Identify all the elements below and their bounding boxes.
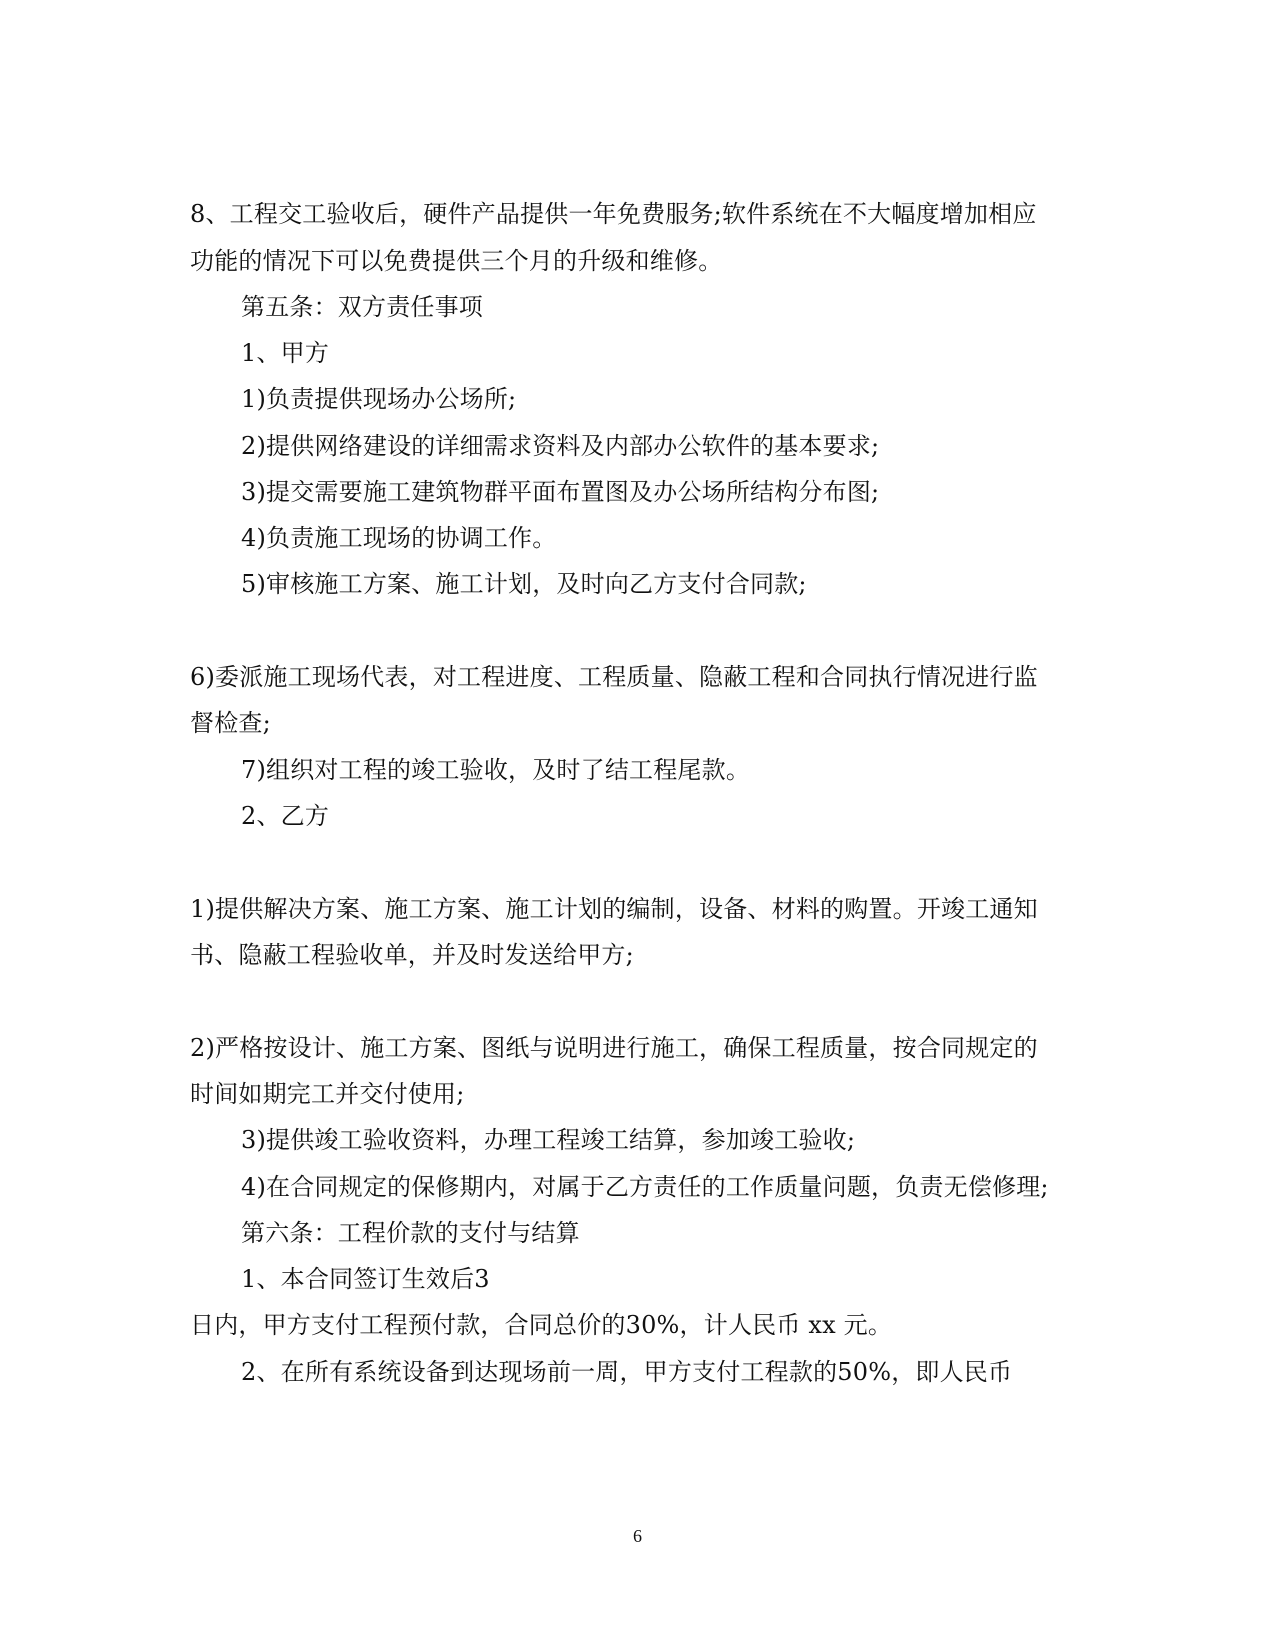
list-item: 1)负责提供现场办公场所; [241,385,517,413]
text-line: 日内，甲方支付工程预付款，合同总价的30%，计人民币 xx 元。 [190,1311,893,1339]
text-line: 功能的情况下可以免费提供三个月的升级和维修。 [190,247,723,275]
list-item: 4)负责施工现场的协调工作。 [241,524,557,552]
text-line: 8、工程交工验收后，硬件产品提供一年免费服务;软件系统在不大幅度增加相应 [190,200,1037,228]
section-heading: 第五条：双方责任事项 [241,293,483,321]
list-item: 3)提交需要施工建筑物群平面布置图及办公场所结构分布图; [241,478,880,506]
list-item: 2)提供网络建设的详细需求资料及内部办公软件的基本要求; [241,432,880,460]
list-item: 2、在所有系统设备到达现场前一周，甲方支付工程款的50%，即人民币 [241,1358,1013,1386]
text-line: 书、隐蔽工程验收单，并及时发送给甲方; [190,941,634,969]
list-item: 2)严格按设计、施工方案、图纸与说明进行施工，确保工程质量，按合同规定的 [190,1034,1038,1062]
sub-heading: 1、甲方 [241,339,330,367]
text-line: 时间如期完工并交付使用; [190,1080,465,1108]
list-item: 1)提供解决方案、施工方案、施工计划的编制，设备、材料的购置。开竣工通知 [190,895,1038,923]
list-item: 7)组织对工程的竣工验收，及时了结工程尾款。 [241,756,751,784]
list-item: 1、本合同签订生效后3 [241,1265,490,1293]
list-item: 4)在合同规定的保修期内，对属于乙方责任的工作质量问题，负责无偿修理; [241,1173,1049,1201]
page-number: 6 [633,1526,642,1546]
list-item: 5)审核施工方案、施工计划，及时向乙方支付合同款; [241,570,807,598]
list-item: 3)提供竣工验收资料，办理工程竣工结算，参加竣工验收; [241,1126,856,1154]
section-heading: 第六条：工程价款的支付与结算 [241,1219,580,1247]
list-item: 6)委派施工现场代表，对工程进度、工程质量、隐蔽工程和合同执行情况进行监 [190,663,1038,691]
text-line: 督检查; [190,709,271,737]
sub-heading: 2、乙方 [241,802,330,830]
